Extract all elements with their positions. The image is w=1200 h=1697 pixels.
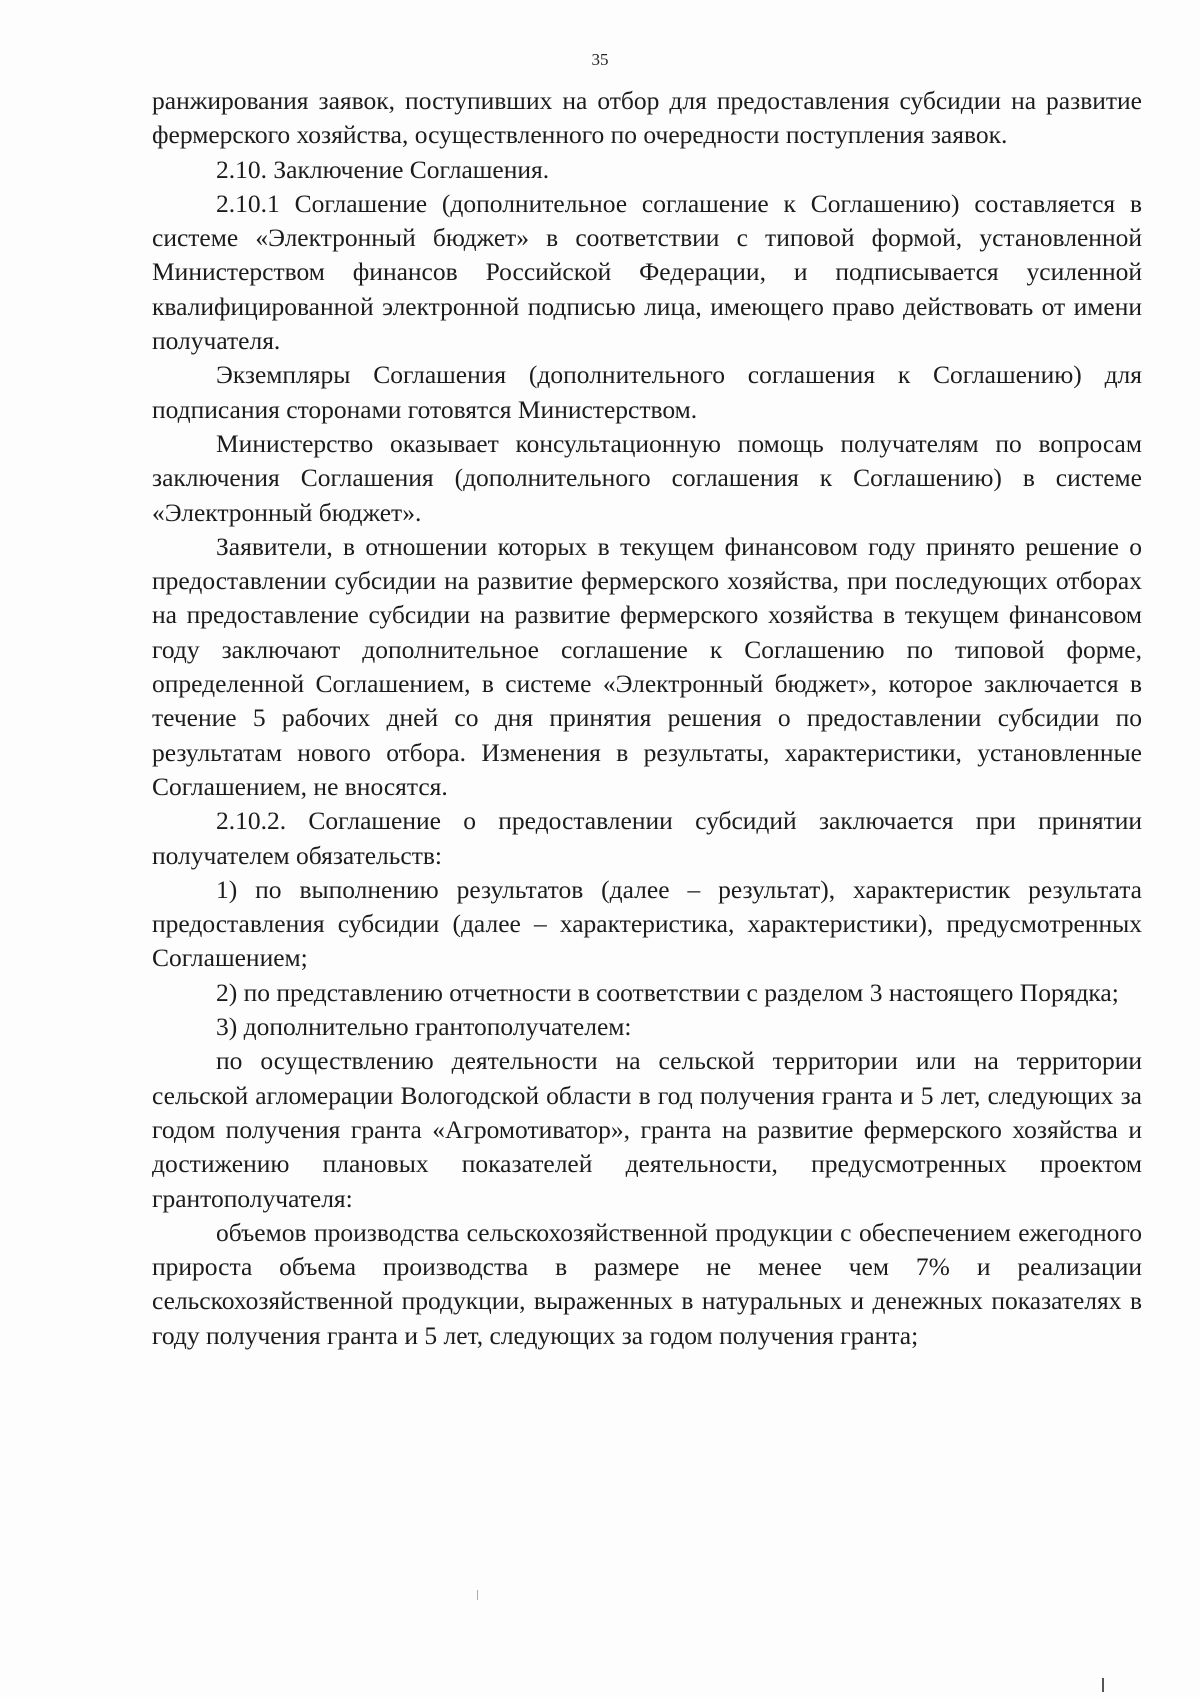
paragraph: 2.10.2. Соглашение о предоставлении субсидий заключается при принятии получателем обязательств: [152,806,1142,870]
list-item: 3) дополнительно грантополучателем: [216,1012,632,1042]
document-body [152,84,1142,1353]
paragraph: Заявители, в отношении которых в текущем финансовом году принято решение о предоставлении субсидии на развитие фермерского хозяйства, при последующих отборах на предоставление субсидии на развитие фермерского хозяйства в текущем финансовом году заключают дополнительное соглашение к Соглашению по типовой форме, определенной Соглашением, в системе «Электронный бюджет», которое заключается в течение 5 рабочих дней со дня принятия решения о предоставлении субсидии по результатам нового отбора. Изменения в результаты, характеристики, установленные Соглашением, не вносятся. [152,531,1142,801]
paragraph: Экземпляры Соглашения (дополнительного соглашения к Соглашению) для подписания сторонами готовятся Министерством. [152,360,1142,424]
paragraph: по осуществлению деятельности на сельской территории или на территории сельской агломерации Вологодской области в год получения гранта и 5 лет, следующих за годом получения гранта «Агромотиватор», гранта на развитие фермерского хозяйства и достижению плановых показателей деятельности, предусмотренных проектом грантополучателя: [152,1046,1142,1213]
list-item: 2) по представлению отчетности в соответствии с разделом 3 настоящего Порядка; [216,977,1119,1007]
paragraph: объемов производства сельскохозяйственной продукции с обеспечением ежегодного прироста объема производства в размере не менее чем 7% и реализации сельскохозяйственной продукции, выраженных в натуральных и денежных показателях в году получения гранта и 5 лет, следующих за годом получения гранта; [152,1217,1142,1350]
scan-artifact [477,1590,478,1600]
page-number: 35 [591,50,609,69]
paragraph: Министерство оказывает консультационную помощь получателям по вопросам заключения Соглашения (дополнительного соглашения к Соглашению) в системе «Электронный бюджет». [152,428,1142,527]
paragraph: ранжирования заявок, поступивших на отбор для предоставления субсидии на развитие фермерского хозяйства, осуществленного по очередности поступления заявок. [152,86,1142,150]
section-heading: 2.10. Заключение Соглашения. [216,154,550,184]
scan-artifact [1102,1678,1104,1692]
paragraph: 2.10.1 Соглашение (дополнительное соглашение к Соглашению) составляется в системе «Электронный бюджет» в соответствии с типовой формой, установленной Министерством финансов Российской Федерации, и подписывается усиленной квалифицированной электронной подписью лица, имеющего право действовать от имени получателя. [152,188,1142,356]
list-item: 1) по выполнению результатов (далее – результат), характеристик результата предоставления субсидии (далее – характеристика, характеристики), предусмотренных Соглашением; [152,874,1142,973]
